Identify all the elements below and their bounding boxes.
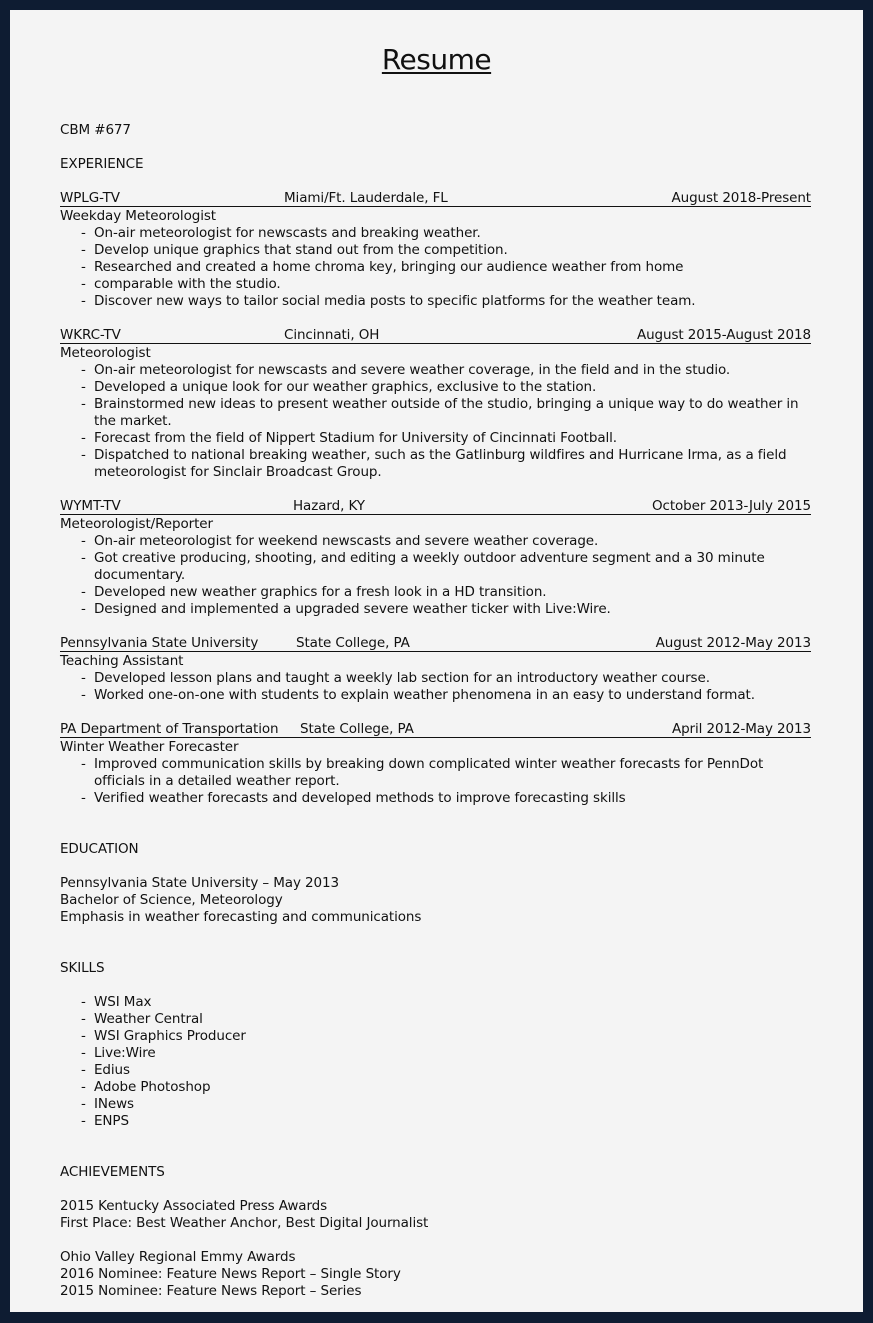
job-location: Cincinnati, OH bbox=[284, 327, 380, 343]
job-bullets bbox=[60, 756, 812, 807]
list-item: - Brainstormed new ideas to present weather outside of the studio, bringing a unique way to do weather in the market. bbox=[94, 396, 812, 430]
list-item: - On-air meteorologist for weekend newscasts and severe weather coverage. bbox=[94, 533, 812, 550]
education-line: Emphasis in weather forecasting and communications bbox=[60, 909, 422, 925]
job-location: State College, PA bbox=[300, 721, 414, 737]
job-bullets bbox=[60, 533, 812, 618]
list-item: - WSI Graphics Producer bbox=[94, 1028, 812, 1045]
list-item: - Researched and created a home chroma key, bringing our audience weather from home bbox=[94, 259, 812, 276]
list-item: - Edius bbox=[94, 1062, 812, 1079]
list-item: - Developed lesson plans and taught a weekly lab section for an introductory weather course. bbox=[94, 670, 812, 687]
list-item: - comparable with the studio. bbox=[94, 276, 812, 293]
achievement-line: Ohio Valley Regional Emmy Awards bbox=[60, 1249, 296, 1265]
list-item: - Live:Wire bbox=[94, 1045, 812, 1062]
list-item: - Designed and implemented a upgraded severe weather ticker with Live:Wire. bbox=[94, 601, 812, 618]
list-item: - INews bbox=[94, 1096, 812, 1113]
skills-heading: SKILLS bbox=[60, 960, 105, 976]
list-item: - Discover new ways to tailor social media posts to specific platforms for the weather team. bbox=[94, 293, 812, 310]
achievement-line: 2016 Nominee: Feature News Report – Single Story bbox=[60, 1266, 401, 1282]
list-item: - Improved communication skills by breaking down complicated winter weather forecasts for PennDot officials in a detailed weather report. bbox=[94, 756, 812, 790]
resume-page bbox=[10, 10, 863, 1312]
job-header bbox=[60, 721, 811, 738]
job-location: Hazard, KY bbox=[293, 498, 365, 514]
list-item: - Developed a unique look for our weather graphics, exclusive to the station. bbox=[94, 379, 812, 396]
job-location: Miami/Ft. Lauderdale, FL bbox=[284, 190, 448, 206]
job-dates: August 2015-August 2018 bbox=[636, 327, 811, 343]
education-line: Bachelor of Science, Meteorology bbox=[60, 892, 283, 908]
job-role: Meteorologist/Reporter bbox=[60, 516, 213, 532]
achievement-line: 2015 Nominee: Feature News Report – Series bbox=[60, 1283, 362, 1299]
list-item: - On-air meteorologist for newscasts and breaking weather. bbox=[94, 225, 812, 242]
achievements-heading: ACHIEVEMENTS bbox=[60, 1164, 165, 1180]
job-dates: April 2012-May 2013 bbox=[671, 721, 811, 737]
job-header bbox=[60, 498, 811, 515]
job-organization: WPLG-TV bbox=[60, 190, 120, 206]
job-role: Teaching Assistant bbox=[60, 653, 184, 669]
job-header bbox=[60, 327, 811, 344]
list-item: - Dispatched to national breaking weather, such as the Gatlinburg wildfires and Hurricane Irma, as a field meteorologist for Sinclair Broadcast Group. bbox=[94, 447, 812, 481]
job-role: Meteorologist bbox=[60, 345, 151, 361]
list-item: - Verified weather forecasts and developed methods to improve forecasting skills bbox=[94, 790, 812, 807]
list-item: - Worked one-on-one with students to explain weather phenomena in an easy to understand format. bbox=[94, 687, 812, 704]
list-item: - On-air meteorologist for newscasts and severe weather coverage, in the field and in the studio. bbox=[94, 362, 812, 379]
job-dates: August 2018-Present bbox=[671, 190, 811, 206]
job-location: State College, PA bbox=[296, 635, 410, 651]
list-item: - WSI Max bbox=[94, 994, 812, 1011]
education-line: Pennsylvania State University – May 2013 bbox=[60, 875, 339, 891]
job-bullets bbox=[60, 362, 812, 481]
job-entry bbox=[60, 721, 812, 807]
job-entry bbox=[60, 190, 812, 310]
job-entry bbox=[60, 327, 812, 481]
list-item: - Developed new weather graphics for a fresh look in a HD transition. bbox=[94, 584, 812, 601]
job-bullets bbox=[60, 670, 812, 704]
skills-list bbox=[60, 994, 812, 1130]
job-role: Winter Weather Forecaster bbox=[60, 739, 239, 755]
list-item: - Weather Central bbox=[94, 1011, 812, 1028]
page-title: Resume bbox=[381, 43, 492, 76]
job-bullets bbox=[60, 225, 812, 310]
job-dates: August 2012-May 2013 bbox=[655, 635, 811, 651]
job-organization: WKRC-TV bbox=[60, 327, 121, 343]
job-header bbox=[60, 635, 811, 652]
cbm-number: CBM #677 bbox=[60, 122, 131, 138]
resume-content bbox=[60, 122, 812, 1300]
job-organization: WYMT-TV bbox=[60, 498, 121, 514]
list-item: - Forecast from the field of Nippert Stadium for University of Cincinnati Football. bbox=[94, 430, 812, 447]
job-header bbox=[60, 190, 811, 207]
job-entry bbox=[60, 635, 812, 704]
achievement-line: First Place: Best Weather Anchor, Best Digital Journalist bbox=[60, 1215, 429, 1231]
job-dates: October 2013-July 2015 bbox=[651, 498, 811, 514]
list-item: - Adobe Photoshop bbox=[94, 1079, 812, 1096]
job-entry bbox=[60, 498, 812, 618]
list-item: - ENPS bbox=[94, 1113, 812, 1130]
achievement-line: 2015 Kentucky Associated Press Awards bbox=[60, 1198, 328, 1214]
list-item: - Develop unique graphics that stand out from the competition. bbox=[94, 242, 812, 259]
job-organization: Pennsylvania State University bbox=[60, 635, 259, 651]
job-role: Weekday Meteorologist bbox=[60, 208, 216, 224]
education-heading: EDUCATION bbox=[60, 841, 139, 857]
list-item: - Got creative producing, shooting, and editing a weekly outdoor adventure segment and a 30 minute documentary. bbox=[94, 550, 812, 584]
experience-heading: EXPERIENCE bbox=[60, 156, 144, 172]
job-organization: PA Department of Transportation bbox=[60, 721, 279, 737]
